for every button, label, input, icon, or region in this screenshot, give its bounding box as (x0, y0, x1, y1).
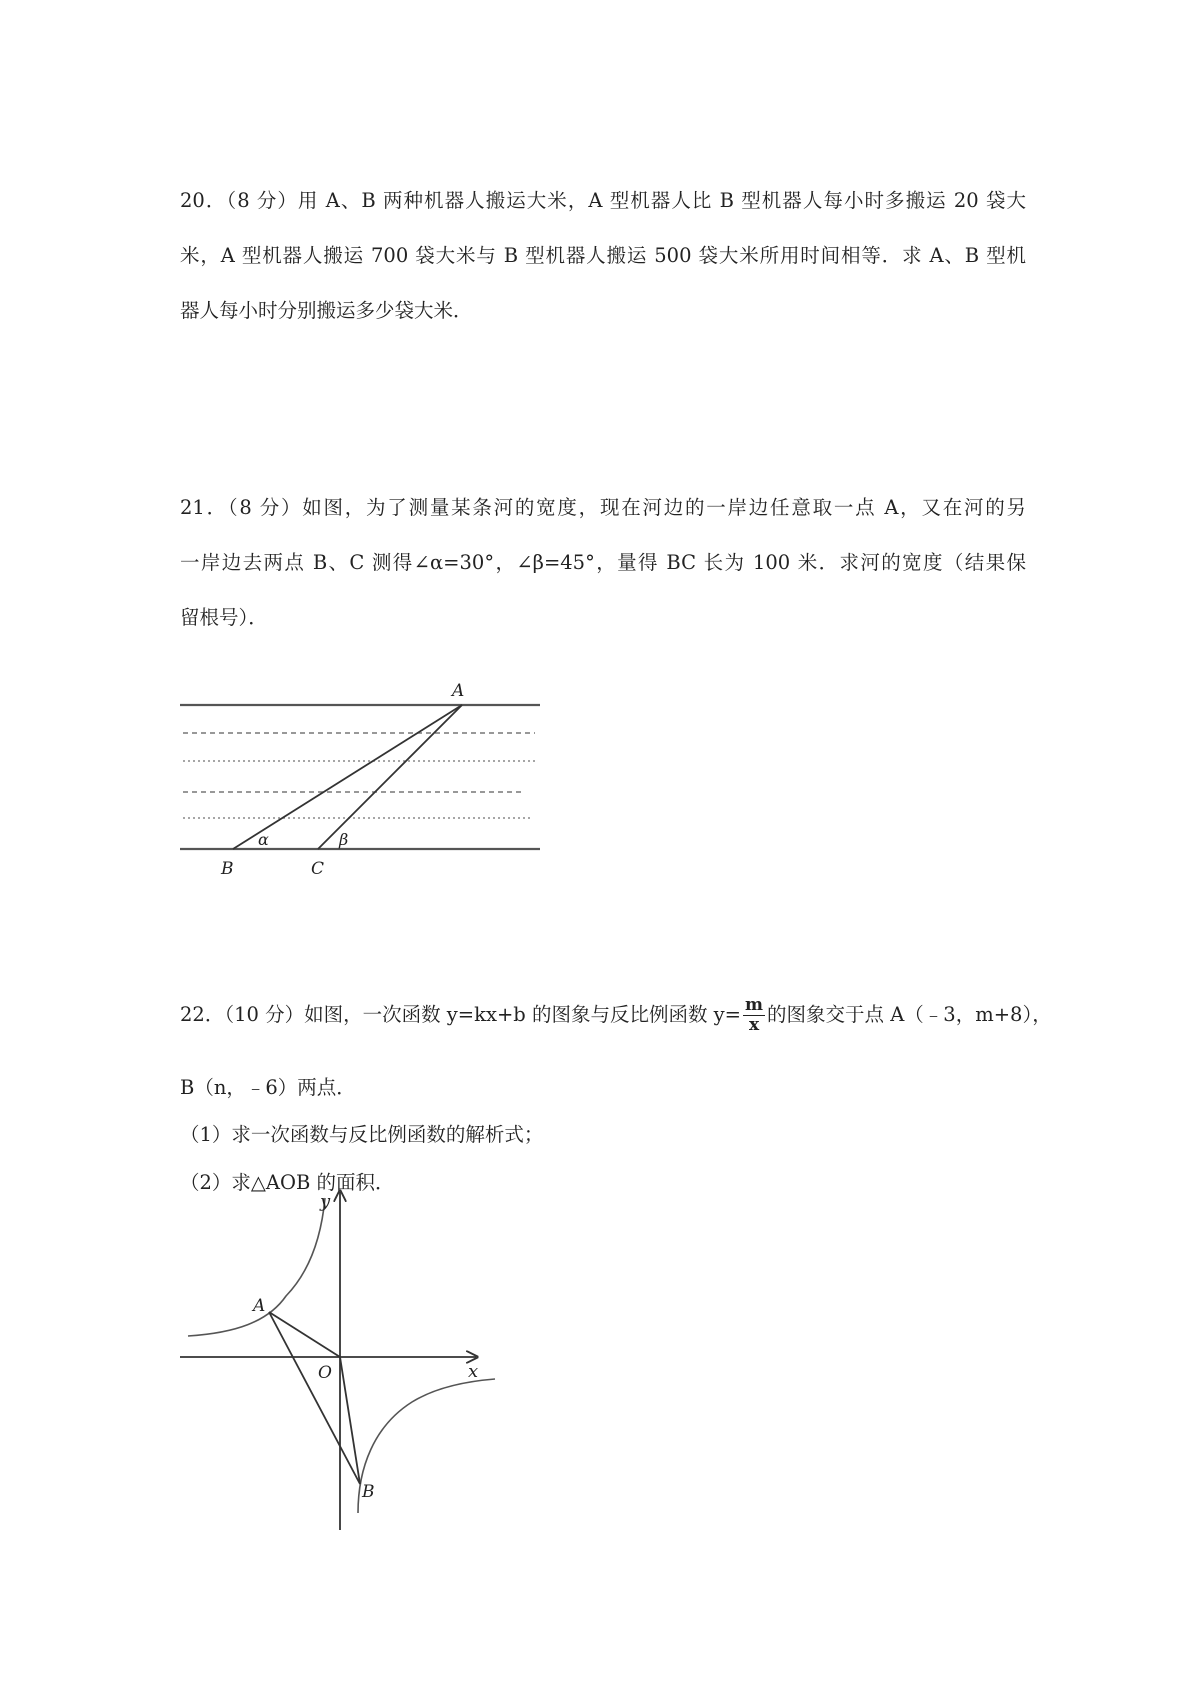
label-point-a-graph: A (253, 1296, 266, 1316)
q22-line-1-pre: 22．（10 分）如图，一次函数 y=kx+b 的图象与反比例函数 y= (180, 1003, 742, 1026)
q21-line-3: 留根号）． (180, 606, 268, 629)
q21-line-2: 一岸边去两点 B、C 测得∠α=30°，∠β=45°，量得 BC 长为 100 米．求河的宽度（结果保 (180, 551, 1026, 574)
label-point-a: A (452, 681, 465, 701)
segment-ao (269, 1312, 340, 1357)
q20-line-2: 米，A 型机器人搬运 700 袋大米与 B 型机器人搬运 500 袋大米所用时间相等．求 A、B 型机 (180, 244, 1026, 267)
q22-part-2: （2）求△AOB 的面积． (180, 1171, 395, 1194)
label-y-axis: y (320, 1191, 331, 1212)
label-point-c: C (311, 859, 325, 879)
label-point-b: B (221, 859, 234, 879)
fraction-denominator: x (748, 1015, 760, 1035)
fraction-numerator: m (745, 995, 764, 1015)
label-angle-alpha: α (258, 830, 269, 849)
label-x-axis: x (468, 1361, 479, 1382)
hyperbola-branch-lower-right (358, 1379, 495, 1513)
q20-line-1: 20．（8 分）用 A、B 两种机器人搬运大米，A 型机器人比 B 型机器人每小时多搬运 20 袋大 (180, 189, 1026, 212)
q22-line-1-post: 的图象交于点 A（﹣3，m+8）， (767, 1003, 1052, 1026)
label-angle-beta: β (339, 830, 349, 849)
q22-part-1: （1）求一次函数与反比例函数的解析式； (180, 1123, 544, 1146)
q22-line-2: B（n，﹣6）两点． (180, 1076, 356, 1099)
q21-line-1: 21．（8 分）如图，为了测量某条河的宽度，现在河边的一岸边任意取一点 A，又在河的另 (180, 496, 1026, 519)
label-point-b-graph: B (362, 1482, 375, 1502)
q20-line-3: 器人每小时分别搬运多少袋大米． (180, 299, 473, 322)
label-origin: O (318, 1363, 332, 1383)
